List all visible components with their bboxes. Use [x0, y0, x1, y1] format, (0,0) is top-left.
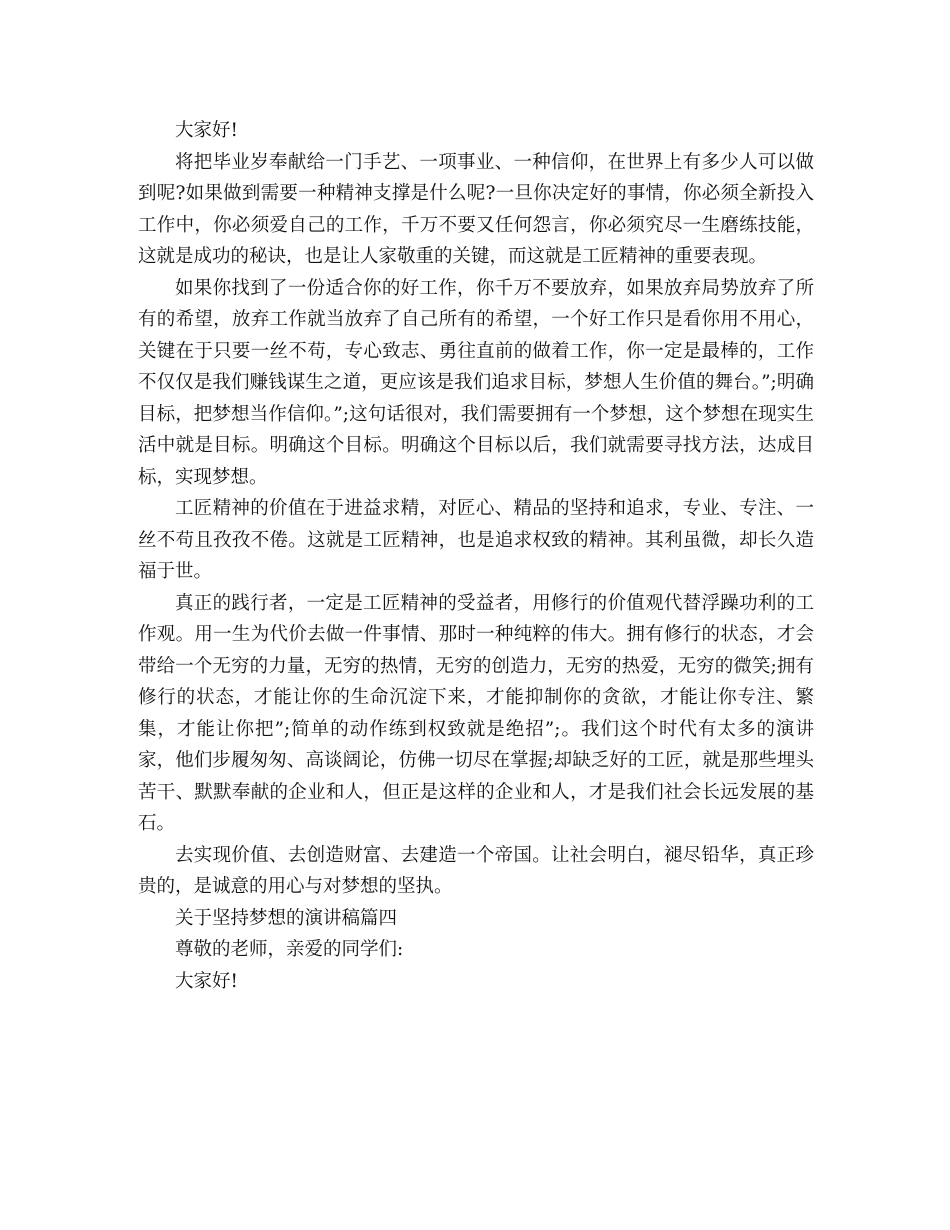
section-heading: 关于坚持梦想的演讲稿篇四: [175, 907, 398, 929]
body-paragraph: 去实现价值、去创造财富、去建造一个帝国。让社会明白，褪尽铅华，真正珍贵的，是诚意的用心与对梦想的坚执。: [138, 844, 814, 897]
body-paragraph: 如果你找到了一份适合你的好工作，你千万不要放弃，如果放弃局势放弃了所有的希望，放弃工作就当放弃了自己所有的希望，一个好工作只是看你用不用心，关键在于只要一丝不苟，专心致志、勇往直前的做着工作，你一定是最棒的，工作不仅仅是我们赚钱谋生之道，更应该是我们追求目标，梦想人生价值的舞台。”;明确目标，把梦想当作信仰。”;这句话很对，我们需要拥有一个梦想，这个梦想在现实生活中就是目标。明确这个目标。明确这个目标以后，我们就需要寻找方法，达成目标，实现梦想。: [138, 277, 814, 488]
salutation-paragraph: 尊敬的老师，亲爱的同学们:: [175, 939, 404, 960]
body-paragraph: 将把毕业岁奉献给一门手艺、一项事业、一种信仰，在世界上有多少人可以做到呢?如果做到需要一种精神支撑是什么呢?一旦你决定好的事情，你必须全新投入工作中，你必须爱自己的工作，千万不要又任何怨言，你必须究尽一生磨练技能，这就是成功的秘诀，也是让人家敬重的关键，而这就是工匠精神的重要表现。: [138, 151, 814, 267]
greeting-paragraph: 大家好!: [175, 970, 238, 992]
document-body: [138, 115, 814, 997]
greeting-paragraph: 大家好!: [175, 120, 238, 141]
body-paragraph: 工匠精神的价值在于进益求精，对匠心、精品的坚持和追求，专业、专注、一丝不苟且孜孜不倦。这就是工匠精神，也是追求权致的精神。其利虽微，却长久造福于世。: [138, 498, 814, 582]
body-paragraph: 真正的践行者，一定是工匠精神的受益者，用修行的价值观代替浮躁功利的工作观。用一生为代价去做一件事情、那时一种纯粹的伟大。拥有修行的状态，才会带给一个无穷的力量，无穷的热情，无穷的创造力，无穷的热爱，无穷的微笑;拥有修行的状态，才能让你的生命沉淀下来，才能抑制你的贪欲，才能让你专注、繁集，才能让你把”;简单的动作练到权致就是绝招”;。我们这个时代有太多的演讲家，他们步履匆匆、高谈阔论，仿佛一切尽在掌握;却缺乏好的工匠，就是那些埋头苦干、默默奉献的企业和人，但正是这样的企业和人，才是我们社会长远发展的基石。: [138, 592, 814, 834]
